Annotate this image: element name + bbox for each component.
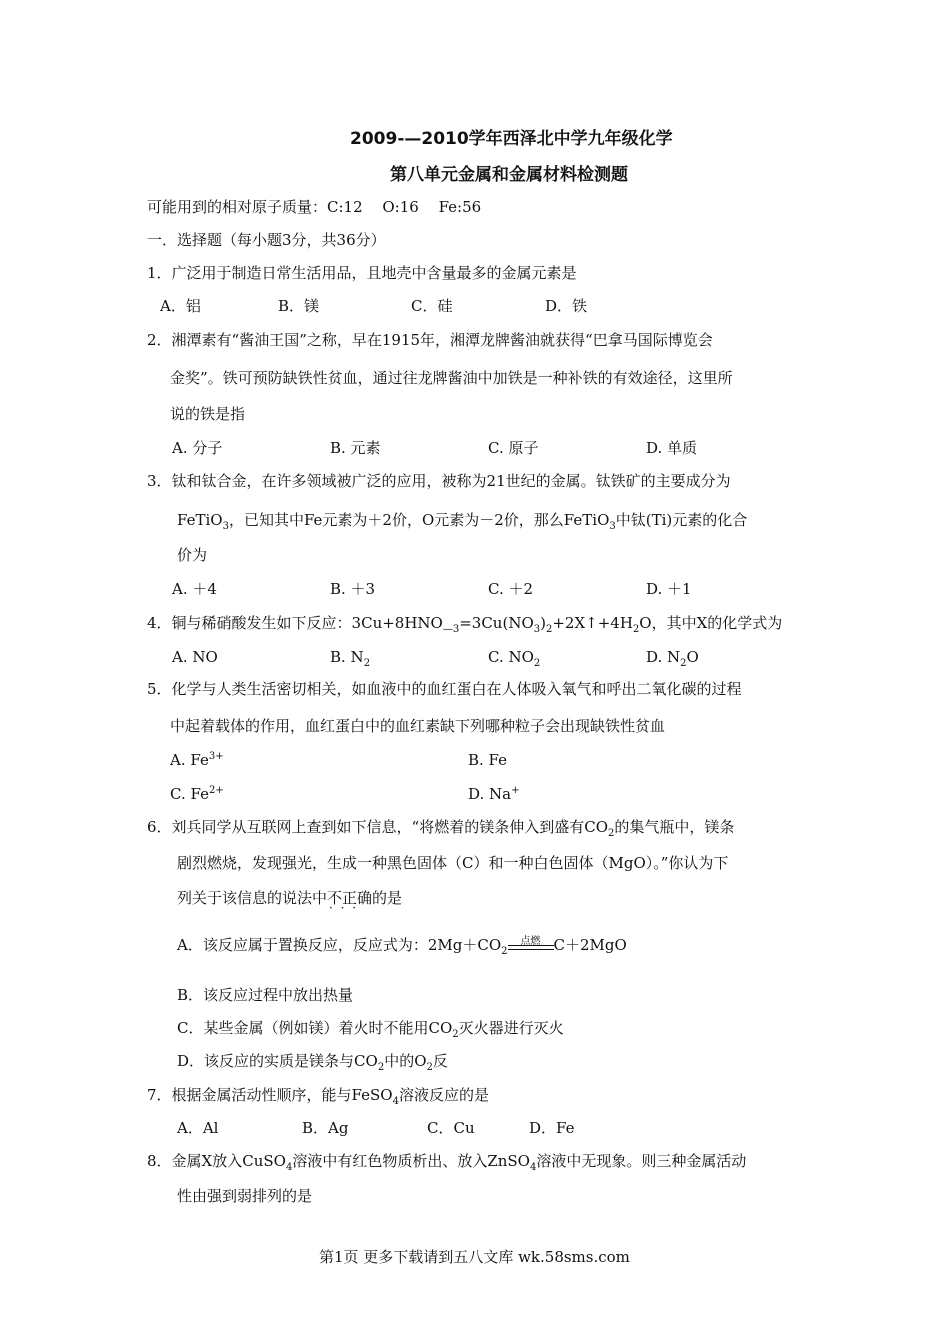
question-3-option-c: C. ＋2: [488, 580, 534, 598]
emphasis-dots: 不正确 · · ·: [327, 888, 372, 908]
question-3-line-3: 价为: [177, 546, 208, 564]
page-subtitle: 第八单元金属和金属材料检测题: [390, 165, 628, 185]
question-2-option-c: C. 原子: [488, 439, 539, 457]
question-4-option-d: D. $N_2O$: [646, 648, 699, 669]
page-title: 2009-—2010学年西泽北中学九年级化学: [350, 129, 673, 149]
question-5-option-c: C. $Fe^{2+}$: [170, 785, 224, 803]
question-6-option-d: D．该反应的实质是镁条与$CO_2$中的$O_2$反: [177, 1052, 448, 1073]
question-6-line-1: 6．刘兵同学从互联网上查到如下信息，“将燃着的镁条伸入到盛有$CO_2$的集气瓶中，镁条: [147, 818, 735, 839]
question-7-option-d: D．Fe: [529, 1119, 575, 1137]
question-3-option-b: B. ＋3: [330, 580, 376, 598]
question-5-option-b: B. Fe: [468, 751, 508, 769]
question-5-option-a: A. $Fe^{3+}$: [170, 751, 224, 769]
question-8-line-1: 8．金属X放入CuSO$_4$溶液中有红色物质析出、放入ZnSO$_4$溶液中无现象。则三种金属活动: [147, 1152, 747, 1173]
question-3-line-1: 3．钛和钛合金，在许多领域被广泛的应用，被称为21世纪的金属。钛铁矿的主要成分为: [147, 472, 731, 490]
question-1-stem: 1．广泛用于制造日常生活用品，且地壳中含量最多的金属元素是: [147, 264, 577, 282]
question-1-option-d: D．铁: [545, 297, 588, 315]
question-5-line-1: 5．化学与人类生活密切相关，如血液中的血红蛋白在人体吸入氧气和呼出二氧化碳的过程: [147, 680, 742, 698]
question-3-line-2: FeTiO$_3$，已知其中Fe元素为＋2价，O元素为－2价，那么FeTiO$_3$中钛(Ti)元素的化合: [177, 511, 748, 532]
page-footer: 第1页 更多下载请到五八文库 wk.58sms.com: [319, 1248, 630, 1266]
question-6-line-2: 剧烈燃烧，发现强光，生成一种黑色固体（C）和一种白色固体（MgO）。”你认为下: [177, 854, 729, 872]
question-8-line-2: 性由强到弱排列的是: [177, 1187, 313, 1205]
question-6-option-c: C．某些金属（例如镁）着火时不能用$CO_2$灭火器进行灭火: [177, 1019, 564, 1040]
question-6-option-a: A．该反应属于置换反应，反应式为：$2Mg+CO_2$点燃 C＋2MgO: [177, 932, 627, 955]
question-3-option-a: A. ＋4: [172, 580, 217, 598]
question-4-option-b: B. $N_2$: [330, 648, 371, 669]
question-7-option-c: C．Cu: [427, 1119, 475, 1137]
question-3-option-d: D. ＋1: [646, 580, 692, 598]
question-7-option-a: A．Al: [177, 1119, 219, 1137]
question-5-line-2: 中起着载体的作用，血红蛋白中的血红素缺下列哪种粒子会出现缺铁性贫血: [170, 717, 666, 735]
question-2-line-1: 2．湘潭素有“酱油王国”之称，早在1915年，湘潭龙牌酱油就获得“巴拿马国际博览会: [147, 331, 713, 349]
question-1-option-a: A．铝: [160, 297, 201, 315]
section-heading: 一．选择题（每小题3分，共36分）: [147, 231, 386, 249]
reaction-condition: 点燃: [508, 932, 554, 952]
question-1-option-c: C．硅: [411, 297, 453, 315]
question-4-stem: 4．铜与稀硝酸发生如下反应：$3Cu+8HNO_{—3}=3Cu(NO_3)_2+2X↑+4H_2O$，其中X的化学式为: [147, 614, 783, 635]
question-2-option-d: D. 单质: [646, 439, 698, 457]
question-6-line-3: 列关于该信息的说法中不正确 · · ·的是: [177, 888, 402, 908]
question-4-option-a: A. NO: [172, 648, 218, 666]
question-2-option-a: A. 分子: [172, 439, 223, 457]
question-2-option-b: B. 元素: [330, 439, 381, 457]
question-5-option-d: D. Na+: [468, 785, 520, 803]
question-1-option-b: B．镁: [278, 297, 320, 315]
question-2-line-3: 说的铁是指: [170, 405, 246, 423]
question-7-option-b: B．Ag: [302, 1119, 349, 1137]
question-6-option-b: B．该反应过程中放出热量: [177, 986, 354, 1004]
atomic-mass-note: 可能用到的相对原子质量：C:12 O:16 Fe:56: [147, 198, 482, 216]
question-7-stem: 7．根据金属活动性顺序，能与FeSO$_4$溶液反应的是: [147, 1086, 489, 1107]
question-4-option-c: C. $NO_2$: [488, 648, 541, 669]
question-2-line-2: 金奖”。铁可预防缺铁性贫血，通过往龙牌酱油中加铁是一种补铁的有效途径，这里所: [170, 369, 733, 387]
